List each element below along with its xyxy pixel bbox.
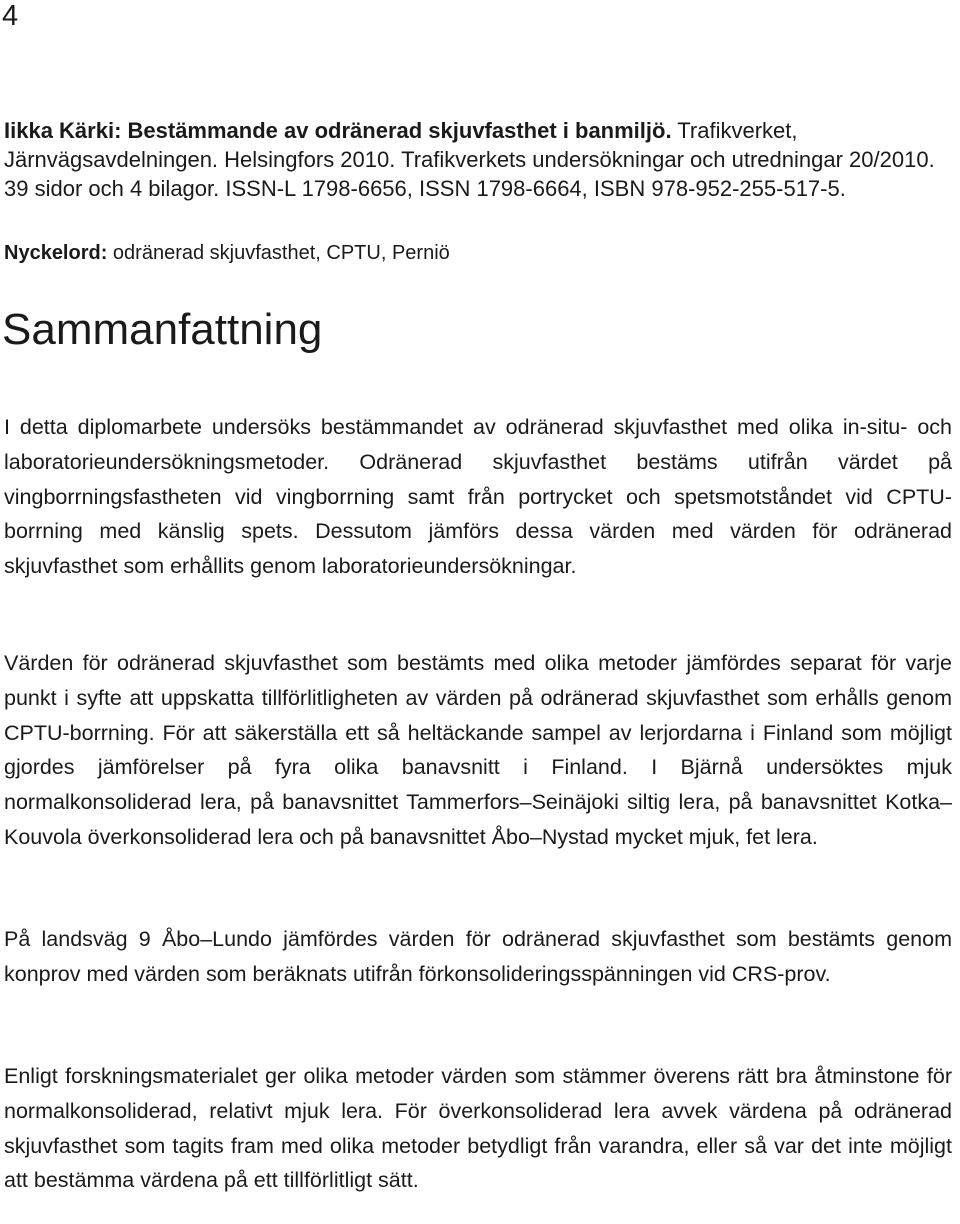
citation-details: Trafikverket, Järnvägsavdelningen. Helsingfors 2010. Trafikverkets undersökningar och utredningar 20/2010. 39 sidor och 4 bilagor. ISSN-L 1798-6656, ISSN 1798-6664, ISBN 978-952-255-517-5. (4, 118, 935, 201)
body-paragraph: På landsväg 9 Åbo–Lundo jämfördes värden för odränerad skjuvfasthet som bestämts genom konprov med värden som beräknats utifrån förkonsolideringsspänningen vid CRS-prov. (4, 927, 952, 986)
citation-author-title: Iikka Kärki: Bestämmande av odränerad skjuvfasthet i banmiljö. (4, 118, 672, 143)
keywords-value: odränerad skjuvfasthet, CPTU, Perniö (107, 242, 450, 264)
body-paragraph: Värden för odränerad skjuvfasthet som bestämts med olika metoder jämfördes separat för varje punkt i syfte att uppskatta tillförlitligheten av värden på odränerad skjuvfasthet som erhålls genom CPTU-borrning. För att säkerställa ett så heltäckande sampel av lerjordarna i Finland som möjligt gjordes jämförelser på fyra olika banavsnitt i Finland. I Bjärnå undersöktes mjuk normalkonsoliderad lera, på banavsnittet Tammerfors–Seinäjoki siltig lera, på banavsnittet Kotka–Kouvola överkonsoliderad lera och på banavsnittet Åbo–Nystad mycket mjuk, fet lera. (4, 651, 952, 849)
body-paragraph: Enligt forskningsmaterialet ger olika metoder värden som stämmer överens rätt bra åtminstone för normalkonsoliderad, relativt mjuk lera. För överkonsoliderad lera avvek värdena på odränerad skjuvfasthet som tagits fram med olika metoder betydligt från varandra, eller så var det inte möjligt att bestämma värdena på ett tillförlitligt sätt. (4, 1064, 952, 1193)
citation (4, 116, 952, 203)
section-heading: Sammanfattning (2, 305, 323, 354)
keywords-label: Nyckelord: (4, 242, 108, 264)
keywords (4, 239, 450, 267)
body-paragraph: I detta diplomarbete undersöks bestämmandet av odränerad skjuvfasthet med olika in-situ- och laboratorieundersökningsmetoder. Odränerad skjuvfasthet bestäms utifrån värdet på vingborrningsfastheten vid vingborrning samt från portrycket och spetsmotståndet vid CPTU-borrning med känslig spets. Dessutom jämförs dessa värden med värden för odränerad skjuvfasthet som erhållits genom laboratorieundersökningar. (4, 415, 952, 579)
page-number: 4 (2, 0, 19, 32)
